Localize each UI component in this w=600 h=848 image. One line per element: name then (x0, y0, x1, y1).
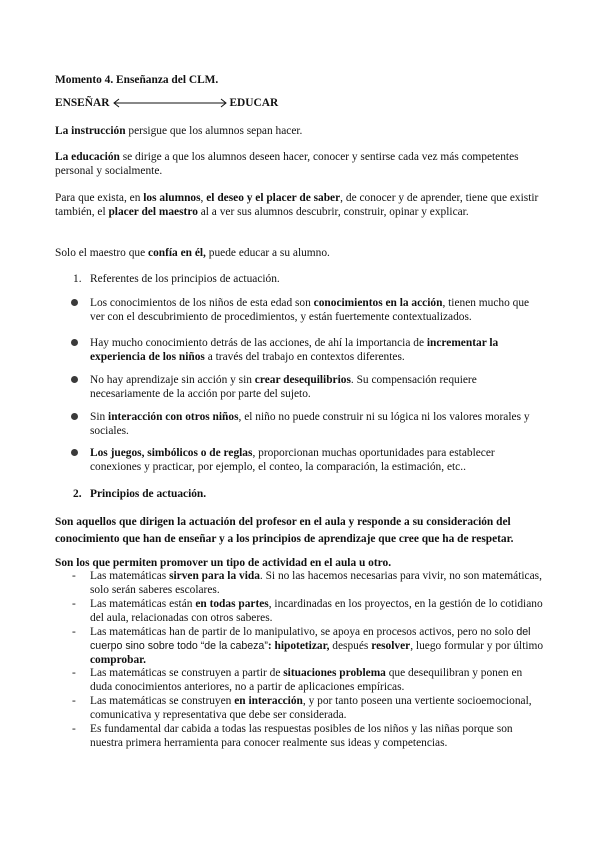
ensenar-label: ENSEÑAR (55, 97, 110, 109)
bullet-text: Hay mucho conocimiento detrás de las acciones, de ahí la importancia de incrementar la experiencia de los niños a través del trabajo en contextos diferentes. (90, 337, 499, 363)
text: , de conocer y de aprender, tiene que existir también, el (55, 192, 539, 218)
bold-text: los alumnos (143, 192, 201, 204)
bullet-text: Los juegos, simbólicos o de reglas, proporcionan muchas oportunidades para establecer conexiones y practicar, por ejemplo, el conteo, la comparación, la estimación, etc.. (90, 447, 495, 473)
bullet-item (71, 296, 545, 324)
dash-item (72, 694, 545, 722)
educar-label: EDUCAR (229, 97, 279, 109)
bullet-text: Sin interacción con otros niños, el niño no puede construir ni su lógica ni los valores morales y sociales. (90, 411, 530, 437)
bullet-text: Los conocimientos de los niños de esta edad son conocimientos en la acción, tienen mucho que ver con el descubrimiento de procedimientos, y están fuertemente contextualizados. (90, 297, 530, 323)
text: Solo el maestro que (55, 247, 149, 259)
dash-text: Las matemáticas sirven para la vida. Si no las hacemos necesarias para vivir, no son matemáticas, solo serán saberes escolares. (90, 570, 542, 596)
item-number: 2. (73, 488, 82, 500)
dash-item (72, 722, 545, 750)
term-instruccion: La instrucción (55, 125, 126, 137)
bullet-item (71, 410, 545, 438)
term-educacion: La educación (55, 151, 120, 163)
paragraph-son-los-que: Son los que permiten promover un tipo de actividad en el aula u otro. (55, 557, 392, 569)
text: , (200, 192, 207, 204)
bullet-icon (71, 339, 78, 346)
paragraph-instruccion (55, 124, 545, 138)
bullet-icon (71, 299, 78, 306)
text: persigue que los alumnos sepan hacer. (125, 125, 303, 137)
dash-marker: - (72, 570, 76, 582)
paragraph-educacion (55, 150, 545, 178)
bullet-icon (71, 413, 78, 420)
text: al a ver sus alumnos descubrir, construir, opinar y explicar. (197, 206, 469, 218)
dash-marker: - (72, 695, 76, 707)
dash-marker: - (72, 723, 76, 735)
bullet-item (71, 336, 545, 364)
numbered-item-2 (73, 487, 543, 501)
dash-text: Las matemáticas se construyen a partir de situaciones problema que desequilibran y ponen en duda conocimientos anteriores, no a partir de aplicaciones empíricas. (90, 667, 523, 693)
dash-text: Las matemáticas están en todas partes, incardinadas en los proyectos, en la gestión de lo cotidiano del aula, relacionadas con otros saberes. (90, 598, 543, 624)
bullet-item (71, 446, 545, 474)
dash-text: Las matemáticas se construyen en interacción, y por tanto poseen una vertiente socioemocional, comunicativa y representativa que debe ser considerada. (90, 695, 532, 721)
item-number: 1. (73, 273, 82, 285)
bullet-text: No hay aprendizaje sin acción y sin crear desequilibrios. Su compensación requiere necesariamente de la acción por parte del sujeto. (90, 374, 477, 400)
paragraph-solo-el-maestro (55, 246, 545, 260)
text: Para que exista, en (55, 192, 144, 204)
bold-text: el deseo y el placer de saber (206, 192, 341, 204)
double-arrow-icon (111, 98, 229, 108)
item-text: Referentes de los principios de actuación. (90, 273, 280, 285)
dash-text: Es fundamental dar cabida a todas las respuestas posibles de los niños y las niñas porque son nuestra primera herramienta para conocer realmente sus ideas y competencias. (90, 723, 513, 749)
dash-item (72, 625, 545, 667)
dash-item (72, 666, 545, 694)
text: puede educar a su alumno. (205, 247, 330, 259)
numbered-item-1 (73, 272, 543, 286)
text: se dirige a que los alumnos deseen hacer, conocer y sentirse cada vez más competentes personal y socialmente. (55, 151, 519, 177)
bullet-icon (71, 449, 78, 456)
dash-text: Las matemáticas han de partir de lo manipulativo, se apoya en procesos activos, pero no solo del cuerpo sino sobre todo “de la cabeza”: hipotetizar, después resolver, luego formular y por último comprobar. (90, 626, 544, 666)
dash-marker: - (72, 626, 76, 638)
dash-item (72, 597, 545, 625)
bullet-item (71, 373, 545, 401)
ensenar-educar-line (55, 96, 545, 110)
item-text: Principios de actuación. (90, 488, 207, 500)
paragraph-para-que-exista (55, 191, 545, 219)
bullet-icon (71, 376, 78, 383)
dash-item (72, 569, 545, 597)
dash-marker: - (72, 598, 76, 610)
bold-text: placer del maestro (108, 206, 198, 218)
dash-marker: - (72, 667, 76, 679)
bold-text: confía en él, (148, 247, 206, 259)
section-title: Momento 4. Enseñanza del CLM. (55, 74, 219, 86)
paragraph-son-aquellos: Son aquellos que dirigen la actuación del profesor en el aula y responde a su consideración del conocimiento que han de enseñar y a los principios de aprendizaje que cree que ha de respetar. (55, 516, 514, 545)
